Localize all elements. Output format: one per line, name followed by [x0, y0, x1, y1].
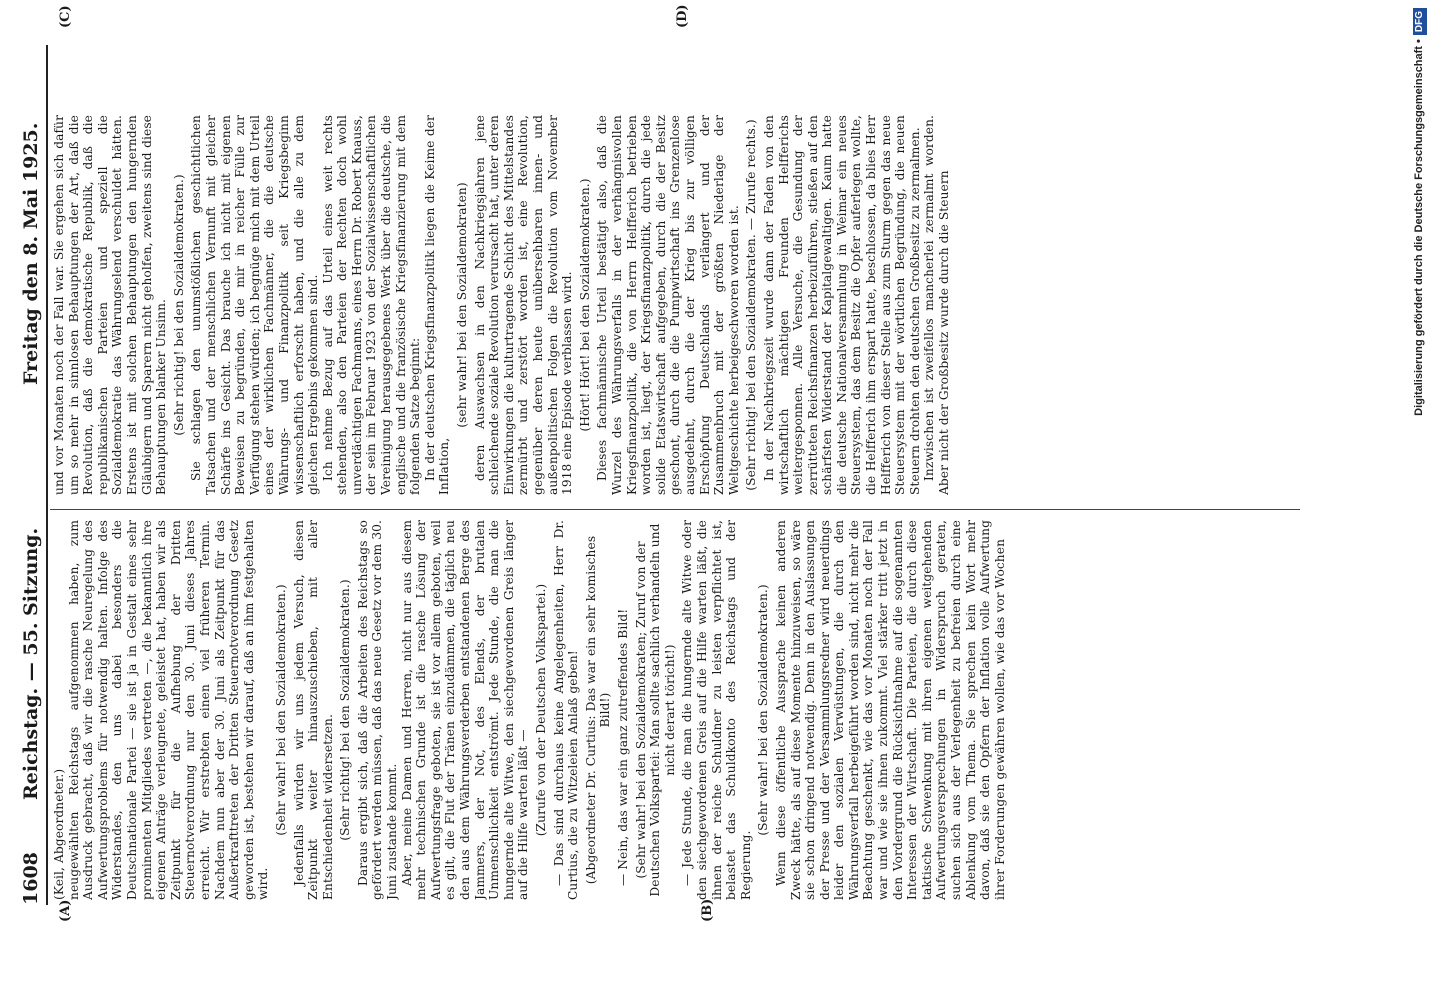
paragraph: Ich nehme Bezug auf das Urteil eines weit rechts stehenden, also den Parteien der Rechten doch wohl unverdächtigen Fachmanns, eines Herrn Dr. Robert Knauss, der sein im Februar 1923 von der Sozialwissenschaftlichen Vereinigung herausgegebenes Werk über die deutsche, die englische und die französische Kriegsfinanzierung mit dem folgenden Satze beginnt: — [320, 115, 423, 495]
paragraph: Sie schlagen den unumstößlichen geschichtlichen Tatsachen und der menschlichen Vernunft mit gleicher Schärfe ins Gesicht. Das brauche ich nicht mit eigenen Beweisen zu begründen, die mir in reicher Fülle zur Verfügung stehen würden; ich begnüge mich mit dem Urteil eines der wirklichen Fachmänner, die die deutsche Währungs- und Finanzpolitik seit Kriegsbeginn wissenschaftlich erforscht haben, und die alle zu dem gleichen Ergebnis gekommen sind. — [189, 115, 321, 495]
page-header — [8, 45, 48, 905]
paragraph: Inzwischen ist zweifellos mancherlei zermalmt worden. Aber nicht der Großbesitz wurde durch die Steuern — [922, 115, 952, 495]
paragraph: — Jede Stunde, die man die hungernde alte Witwe oder den siechgewordenen Greis auf die Hilfe warten läßt, die ihnen der reiche Schuldner zu leisten verpflichtet ist, belastet das Schuldkonto des Reichstags und der Regierung. — [680, 520, 753, 900]
text-column-right — [52, 115, 1292, 495]
paragraph: In der Nachkriegszeit wurde dann der Faden von den wirtschaftlich mächtigen Freunden Helfferichs weitergesponnen. Alle Versuche, die Gesundung der zerrütteten Reichsfinanzen herbeizuführen, stießen auf den schärfsten Widerstand der Kapitalgewaltigen. Kaum hatte die deutsche Nationalversammlung in Weimar ein neues Steuersystem, das dem Besitz die Opfer auferlegen wollte, die Helfferich ihm erspart hatte, beschlossen, da blies Herr Helfferich von dieser Stelle aus zum Sturm gegen das neue Steuersystem mit der wörtlichen Begründung, die neuen Steuern drohten den deutschen Großbesitz zu zermalmen. — [761, 115, 922, 495]
interjection: (sehr wahr! bei den Sozialdemokraten) — [455, 182, 470, 428]
interjection: (Abgeordneter Dr. Curtius: Das war ein sehr komisches Bild!) — [583, 535, 613, 885]
margin-mark-d: (D) — [675, 4, 690, 28]
interjection: (Sehr wahr! bei den Sozialdemokraten.) — [756, 584, 771, 836]
page-number: 1608 — [20, 852, 42, 905]
interjection: (Sehr wahr! bei den Sozialdemokraten.) — [273, 584, 288, 836]
header-session: Reichstag. — 55. Sitzung. — [20, 527, 42, 800]
speaker-note: (Keil, Abgeordneter.) — [52, 768, 66, 900]
paragraph: neugewählten Reichstags aufgenommen haben, zum Ausdruck gebracht, daß wir die rasche Neuregelung des Aufwertungsproblems für notwendig halten. Infolge des Widerstandes, den uns dabei besonders die Deutschnationale Partei — sie ist ja in Gestalt eines sehr prominenten Mitgliedes vertreten —, die bekanntlich ihre eigenen Anträge verleugnete, geleistet hat, haben wir als Zeitpunkt für die Aufhebung der Dritten Steuernotverordnung nur den 30. Juni dieses Jahres erreicht. Wir erstrebten einen viel früheren Termin. Nachdem nun aber der 30. Juni als Zeitpunkt für das Außerkrafttreten der Dritten Steuernotverordnung Gesetz geworden ist, bestehen wir darauf, daß an ihm festgehalten wird. — [66, 520, 271, 900]
interjection: (Sehr richtig! bei den Sozialdemokraten.) — [171, 174, 186, 436]
margin-mark-c: (C) — [58, 5, 73, 28]
margin-mark-a: (A) — [58, 899, 73, 922]
paragraph: Dieses fachmännische Urteil bestätigt also, daß die Wurzel des Währungsverfalls in der verhängnisvollen Kriegsfinanzpolitik, die von Herrn Helfferich betrieben worden ist, liegt, der Kriegsfinanzpolitik, durch die jede solide Etatswirtschaft aufgegeben, durch die der Besitz geschont, durch die die Pumpwirtschaft ins Grenzenlose ausgedehnt, durch die der Krieg bis zur völligen Erschöpfung Deutschlands verlängert und der Zusammenbruch mit der größten Niederlage der Weltgeschichte herbeigeschworen worden ist. — [595, 115, 741, 495]
dfg-logo: DFG — [1413, 8, 1427, 35]
interjection: (Sehr richtig! bei den Sozialdemokraten. — Zurufe rechts.) — [744, 119, 759, 491]
paragraph: — Das sind durchaus keine Angelegenheiten, Herr Dr. Curtius, die zu Witzeleien Anlaß geben! — [551, 520, 581, 900]
column-divider — [50, 509, 1300, 510]
paragraph: Jedenfalls würden wir uns jedem Versuch, diesen Zeitpunkt weiter hinauszuschieben, mit aller Entschiedenheit widersetzen. — [291, 520, 335, 900]
header-date: Freitag den 8. Mai 1925. — [20, 122, 42, 385]
interjection: (Zurufe von der Deutschen Volkspartei.) — [534, 583, 548, 837]
paragraph: Wenn diese öffentliche Aussprache keinen anderen Zweck hätte, als auf diese Momente hinzuweisen, so wäre sie schon dringend notwendig. Denn in den Auslassungen der Presse und der Versammlungsredner wird neuerdings leider den sozialen Verwüstungen, die durch den Währungsverfall herbeigeführt worden sind, nicht mehr die Beachtung geschenkt, wie das vor Monaten noch der Fall war und wie sie ihnen zukommt. Viel stärker tritt jetzt in den Vordergrund die Rücksichtnahme auf die sogenannten Interessen der Wirtschaft. Die Parteien, die durch diese taktische Schwenkung mit ihren eigenen weitgehenden Aufwertungsversprechungen in Widerspruch geraten, suchen sich aus der Verlegenheit zu befreien durch eine Ablenkung vom Thema. Sie sprechen kein Wort mehr davon, daß sie den Opfern der Inflation volle Aufwertung ihrer Forderungen gewähren wollen, wie das vor Wochen — [773, 520, 1007, 900]
text-column-left — [52, 520, 1292, 900]
margin-mark-b: (B) — [700, 898, 715, 922]
quotation: In der deutschen Kriegsfinanzpolitik liegen die Keime der Inflation, — [422, 115, 452, 495]
header-rule — [46, 45, 48, 905]
paragraph: Aber, meine Damen und Herren, nicht nur aus diesem mehr technischen Grunde ist die rasche Lösung der Aufwertungsfrage geboten, sie ist vor allem geboten, weil es gilt, die Flut der Tränen einzudämmen, die täglich neu den aus dem Währungsverderben entstandenen Berge des Jammers, der Not, des Elends, der brutalen Unmenschlichkeit entströmt. Jede Stunde, die man die hungernde alte Witwe, den siechgewordenen Greis länger auf die Hilfe warten läßt — — [399, 520, 531, 900]
paragraph: und vor Monaten noch der Fall war. Sie ergehen sich dafür um so mehr in sinnlosen Behauptungen der Art, daß die Revolution, daß die demokratische Republik, daß die republikanischen Parteien und speziell die Sozialdemokratie das Währungselend verschuldet hätten. Erstens ist mit solchen Behauptungen den hungernden Gläubigern und Sparern nicht geholfen, zweitens sind diese Behauptungen blanker Unsinn. — [52, 115, 169, 495]
interjection: (Sehr wahr! bei den Sozialdemokraten; Zuruf von der Deutschen Volkspartei: Man sollte sachlich verhandeln und nicht derart töricht!) — [633, 523, 677, 897]
interjection: (Sehr richtig! bei den Sozialdemokraten.) — [338, 579, 353, 841]
paragraph: — Nein, das war ein ganz zutreffendes Bild! — [615, 608, 630, 886]
quotation: deren Auswachsen in den Nachkriegsjahren jene schleichende soziale Revolution verursacht hat, unter deren Einwirkungen die kulturtragende Schicht des Mittelstandes zermürbt und zerstört worden ist, eine Revolution, gegenüber deren heute unübersehbaren innen- und außenpolitischen Folgen die Revolution vom November 1918 eine Episode verblassen wird. — [472, 115, 575, 495]
side-credit-text: Digitalisierung gefördert durch die Deutsche Forschungsgemeinschaft • — [1413, 39, 1425, 416]
paragraph: Daraus ergibt sich, daß die Arbeiten des Reichstags so gefördert werden müssen, daß das neue Gesetz vor dem 30. Juni zustande kommt. — [355, 520, 400, 900]
interjection: (Hört! Hört! bei den Sozialdemokraten.) — [577, 178, 592, 432]
side-credit — [1406, 8, 1432, 992]
